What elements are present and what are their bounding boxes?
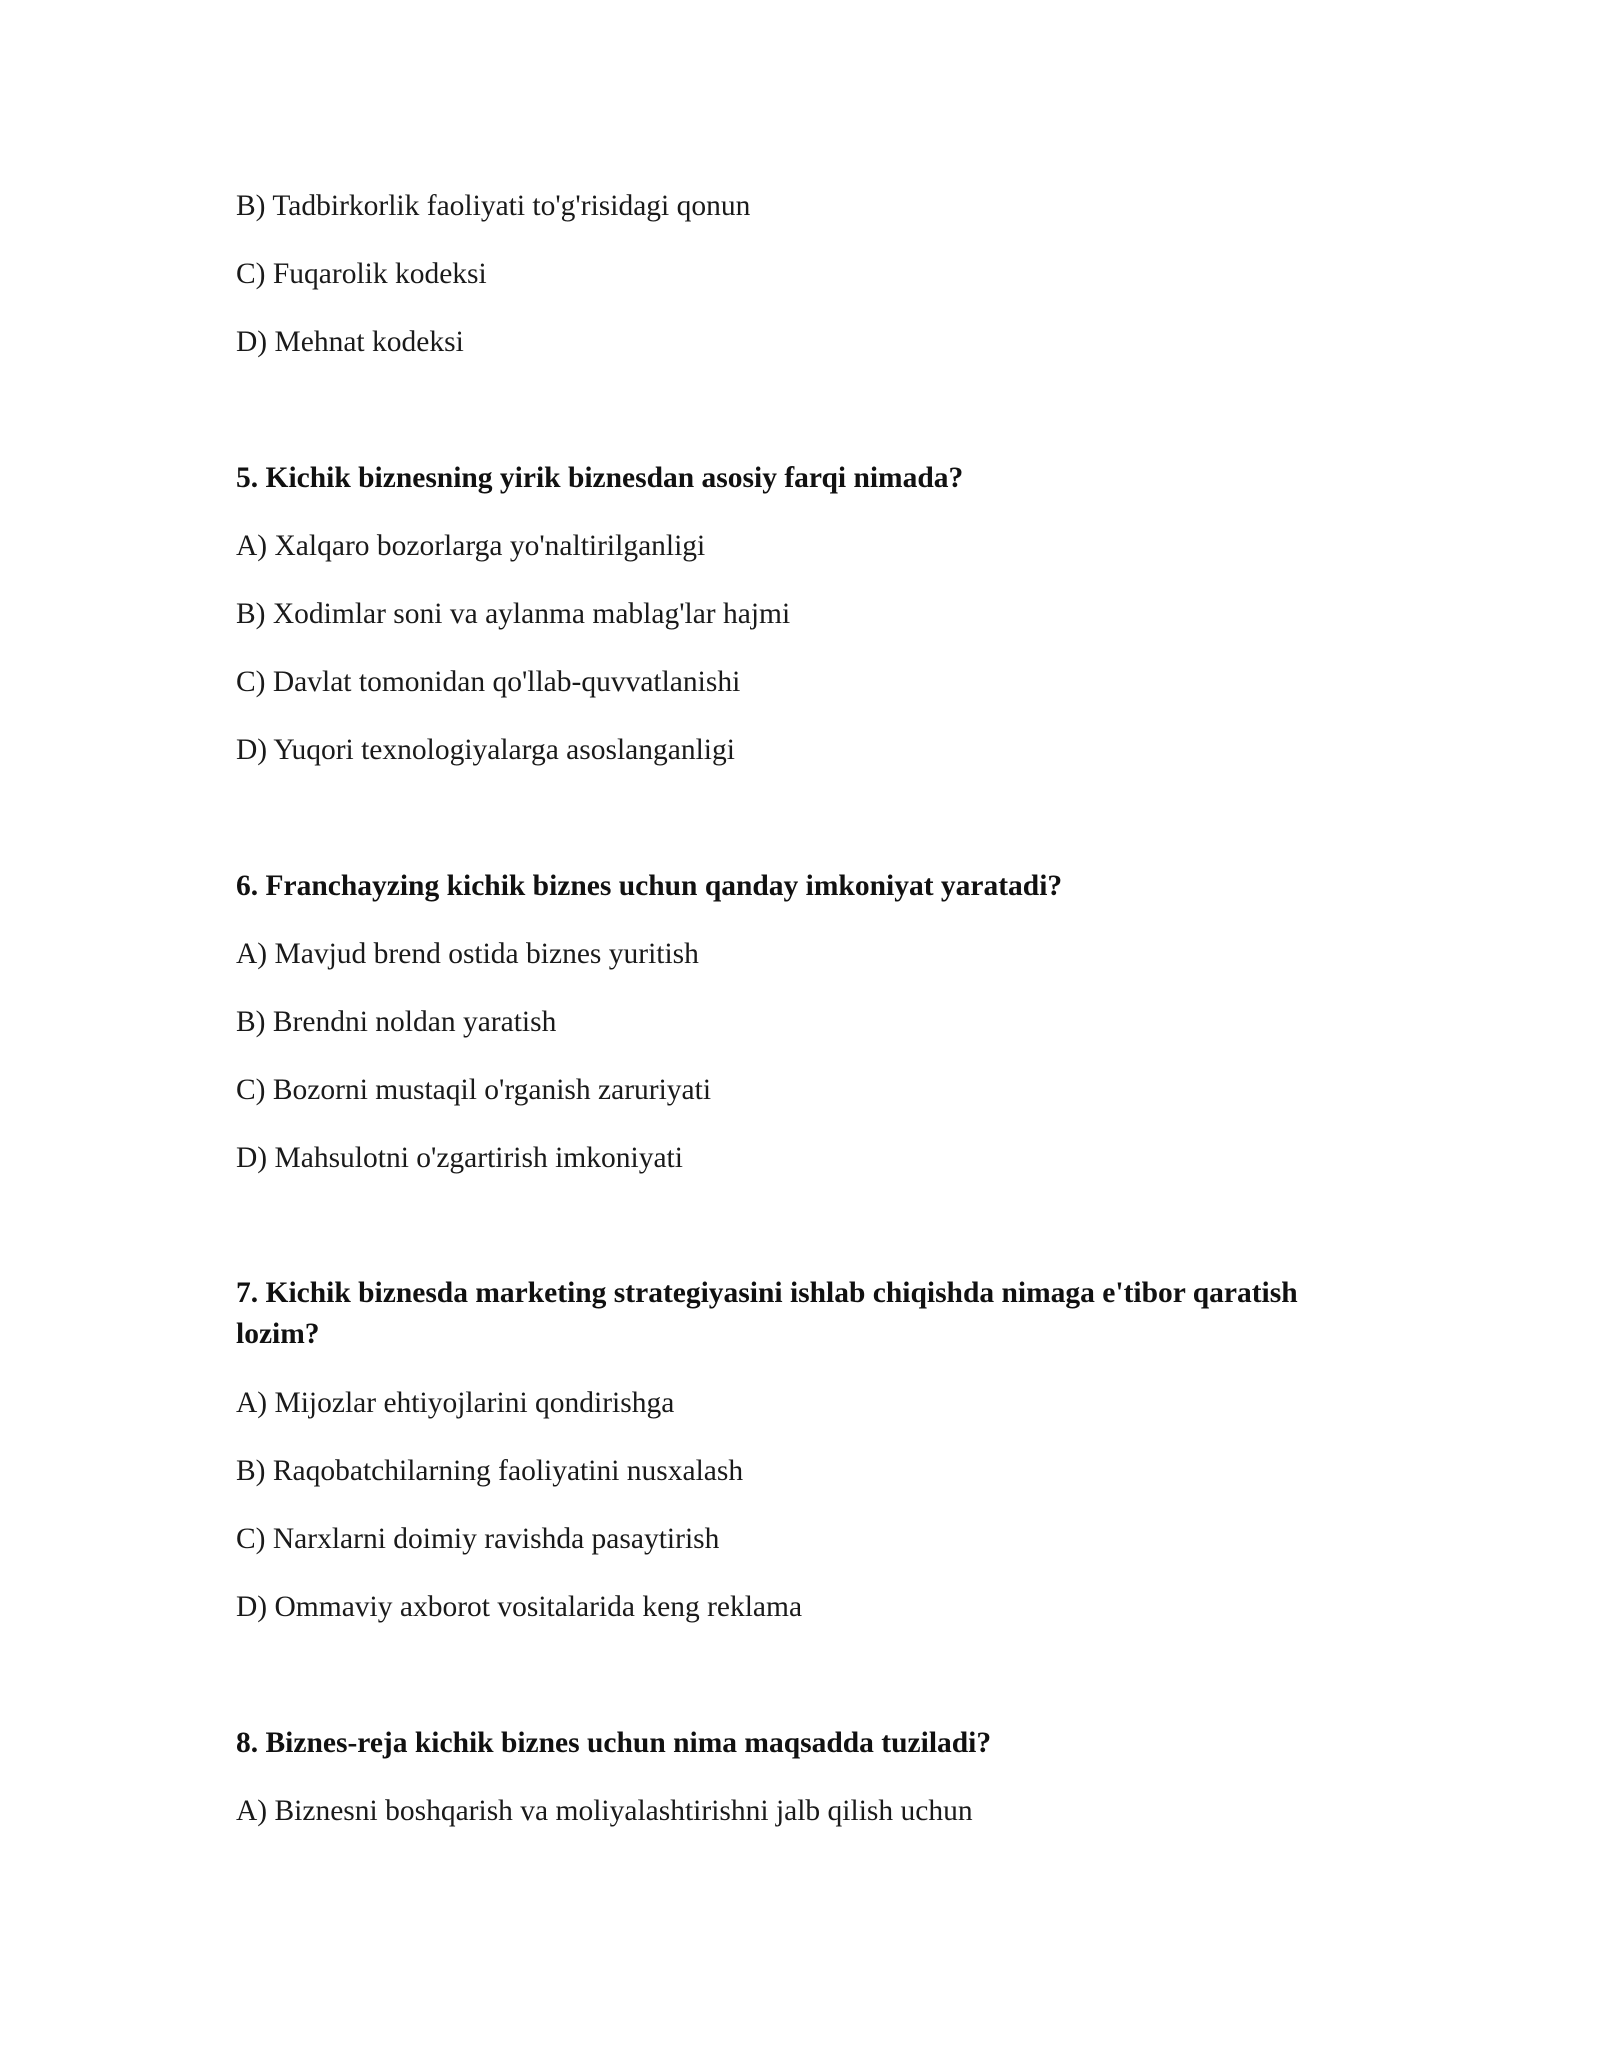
option-item: D) Mehnat kodeksi [236,326,464,358]
option-item: B) Brendni noldan yaratish [236,1006,557,1038]
option-item: B) Xodimlar soni va aylanma mablag'lar hajmi [236,598,791,630]
option-item: C) Bozorni mustaqil o'rganish zaruriyati [236,1074,712,1106]
question-title: 6. Franchayzing kichik biznes uchun qanday imkoniyat yaratadi? [236,870,1063,902]
option-item: A) Mavjud brend ostida biznes yuritish [236,938,699,970]
option-item: C) Narxlarni doimiy ravishda pasaytirish [236,1523,720,1555]
question-title: 5. Kichik biznesning yirik biznesdan asosiy farqi nimada? [236,462,964,494]
option-item: B) Raqobatchilarning faoliyatini nusxalash [236,1455,744,1487]
option-item: B) Tadbirkorlik faoliyati to'g'risidagi qonun [236,190,751,222]
option-item: D) Yuqori texnologiyalarga asoslanganligi [236,734,735,766]
option-item: D) Ommaviy axborot vositalarida keng reklama [236,1591,803,1623]
question-title: 7. Kichik biznesda marketing strategiyasini ishlab chiqishda nimaga e'tibor qaratish lozim? [236,1277,1298,1350]
option-item: D) Mahsulotni o'zgartirish imkoniyati [236,1142,683,1174]
option-item: A) Biznesni boshqarish va moliyalashtirishni jalb qilish uchun [236,1795,973,1827]
question-title: 8. Biznes-reja kichik biznes uchun nima maqsadda tuziladi? [236,1727,992,1759]
option-item: A) Xalqaro bozorlarga yo'naltirilganligi [236,530,706,562]
option-item: C) Fuqarolik kodeksi [236,258,487,290]
option-item: A) Mijozlar ehtiyojlarini qondirishga [236,1387,675,1419]
option-item: C) Davlat tomonidan qo'llab-quvvatlanishi [236,666,741,698]
